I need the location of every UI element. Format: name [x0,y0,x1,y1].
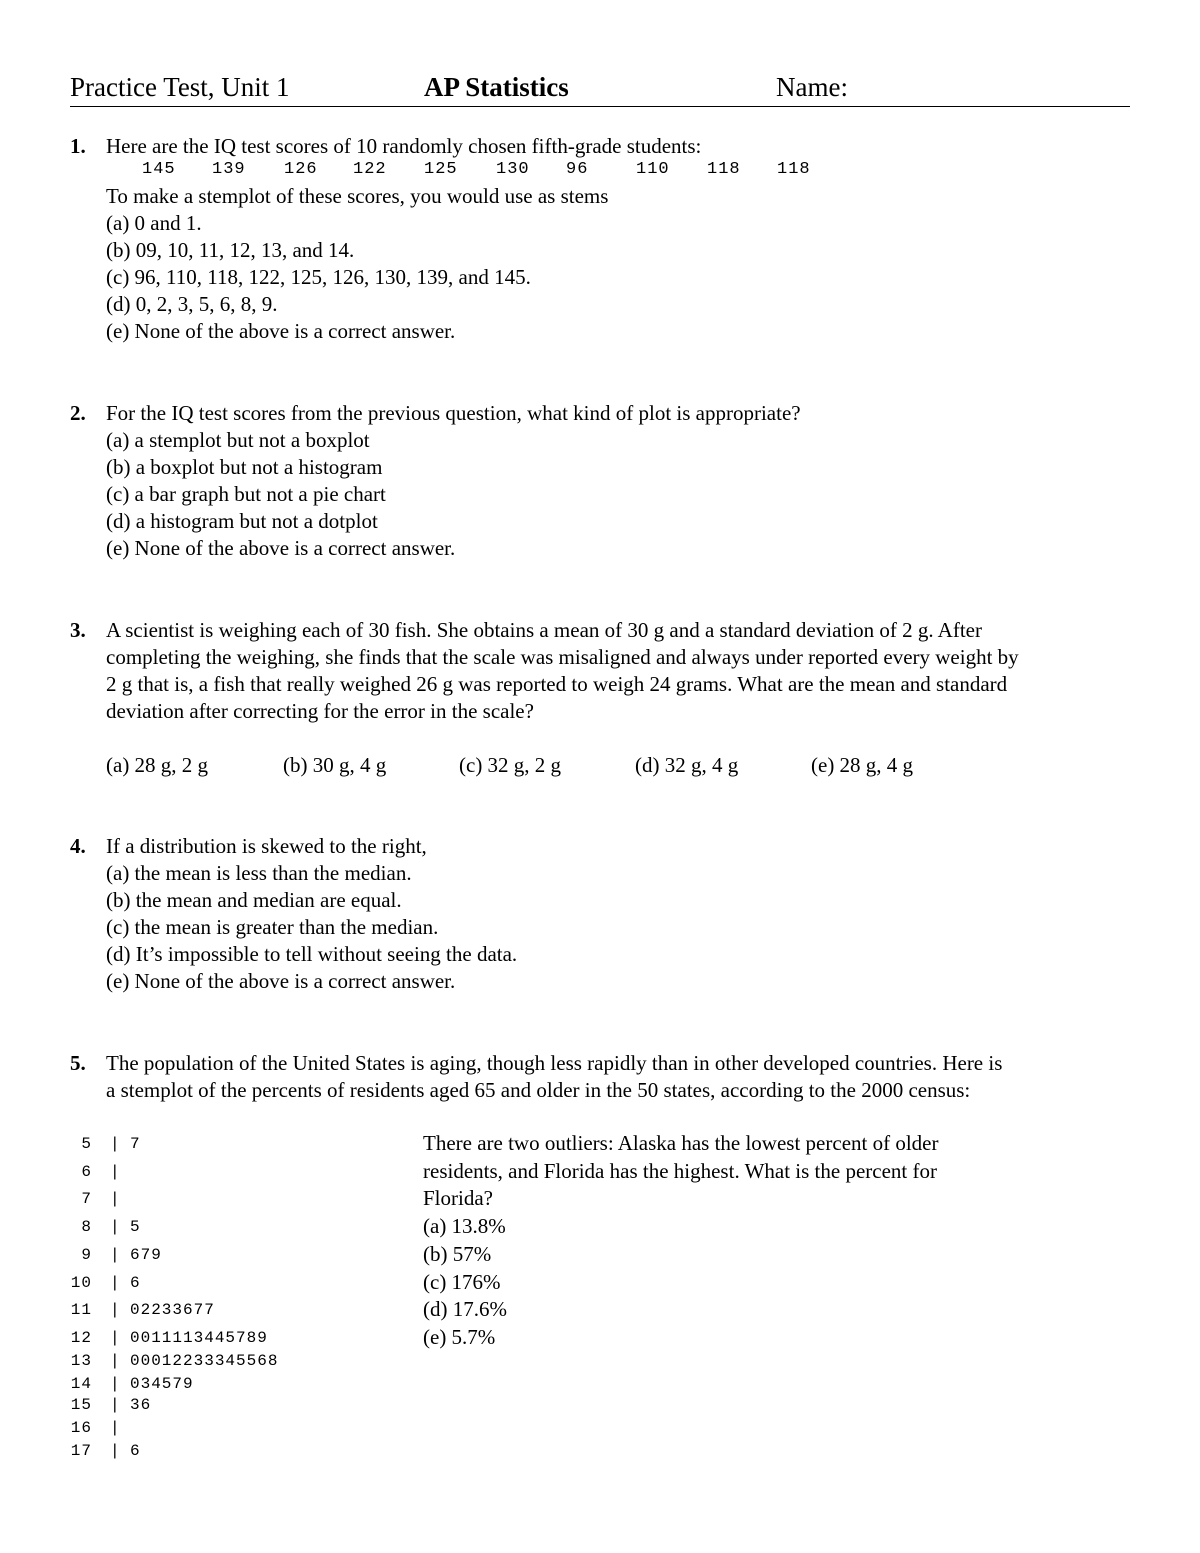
leaf-values: 02233677 [130,1301,215,1319]
choice-c: (c) 96, 110, 118, 122, 125, 126, 130, 139, and 145. [106,265,531,289]
stemplot-row [60,1246,360,1268]
question-side-text: There are two outliers: Alaska has the lowest percent of older [423,1131,939,1155]
choice-b: (b) 57% [423,1242,492,1266]
choice-b: (b) the mean and median are equal. [106,888,402,912]
choice-b: (b) a boxplot but not a histogram [106,455,383,479]
stemplot-row [60,1301,360,1323]
stem-divider: | [110,1301,121,1319]
choice-a: (a) the mean is less than the median. [106,861,412,885]
leaf-values: 0011113445789 [130,1329,268,1347]
question-stem: Here are the IQ test scores of 10 randomly chosen fifth-grade students: [106,134,702,158]
leaf-values: 679 [130,1246,162,1264]
question-number: 3. [70,618,86,642]
stem-value: 11 [70,1301,92,1319]
choice-b: (b) 09, 10, 11, 12, 13, and 14. [106,238,355,262]
choice-a: (a) 0 and 1. [106,211,202,235]
question-number: 2. [70,401,86,425]
question-stem-line: a stemplot of the percents of residents aged 65 and older in the 50 states, according to the 2000 census: [106,1078,971,1102]
test-title: Practice Test, Unit 1 [70,72,290,102]
stem-divider: | [110,1190,121,1208]
leaf-values: 00012233345568 [130,1352,279,1370]
stemplot-row [60,1396,360,1418]
stem-value: 9 [81,1246,92,1264]
choice-e: (e) 5.7% [423,1325,496,1349]
leaf-values: 034579 [130,1375,194,1393]
choice-c: (c) 32 g, 2 g [459,753,562,777]
stem-value: 6 [81,1163,92,1181]
question-stem-line: 2 g that is, a fish that really weighed 26 g was reported to weigh 24 grams. What are the mean and standard [106,672,1008,696]
stem-divider: | [110,1135,121,1153]
choice-e: (e) None of the above is a correct answer. [106,319,456,343]
stem-value: 14 [70,1375,92,1393]
choice-c: (c) the mean is greater than the median. [106,915,439,939]
score-value: 126 [284,160,318,179]
stem-divider: | [110,1218,121,1236]
stem-divider: | [110,1419,121,1437]
choice-e: (e) None of the above is a correct answer. [106,969,456,993]
stem-divider: | [110,1396,121,1414]
stem-value: 8 [81,1218,92,1236]
stem-value: 5 [81,1135,92,1153]
stemplot-row [60,1352,360,1374]
question-number: 1. [70,134,86,158]
stemplot-row [60,1419,360,1441]
score-value: 139 [212,160,246,179]
leaf-values: 6 [130,1274,141,1292]
course-title: AP Statistics [424,72,569,102]
stemplot-row [60,1218,360,1240]
score-value: 118 [777,160,811,179]
choice-a: (a) 13.8% [423,1214,506,1238]
question-number: 5. [70,1051,86,1075]
question-stem-line: completing the weighing, she finds that the scale was misaligned and always under reported every weight by [106,645,1019,669]
stem-divider: | [110,1246,121,1264]
question-side-text: residents, and Florida has the highest. What is the percent for [423,1159,937,1183]
choice-a: (a) 28 g, 2 g [106,753,209,777]
question-side-text: Florida? [423,1186,493,1210]
choice-e: (e) 28 g, 4 g [811,753,914,777]
stem-value: 12 [70,1329,92,1347]
stemplot-row [60,1442,360,1464]
choice-d: (d) 0, 2, 3, 5, 6, 8, 9. [106,292,278,316]
stemplot-row [60,1329,360,1351]
stem-divider: | [110,1442,121,1460]
stemplot-row [60,1375,360,1397]
stemplot-row [60,1163,360,1185]
stem-divider: | [110,1274,121,1292]
score-value: 145 [142,160,176,179]
question-stem: If a distribution is skewed to the right, [106,834,427,858]
question-stem-line: deviation after correcting for the error in the scale? [106,699,534,723]
score-value: 110 [636,160,670,179]
choice-a: (a) a stemplot but not a boxplot [106,428,370,452]
name-label: Name: [776,72,848,102]
choice-d: (d) 32 g, 4 g [635,753,739,777]
choice-b: (b) 30 g, 4 g [283,753,387,777]
score-value: 96 [566,160,589,179]
stemplot-row [60,1190,360,1212]
leaf-values: 7 [130,1135,141,1153]
question-stem-line: The population of the United States is aging, though less rapidly than in other developed countries. Here is [106,1051,1003,1075]
score-value: 118 [707,160,741,179]
question-prompt: To make a stemplot of these scores, you would use as stems [106,184,609,208]
stem-value: 10 [70,1274,92,1292]
stem-value: 15 [70,1396,92,1414]
stem-value: 16 [70,1419,92,1437]
leaf-values: 5 [130,1218,141,1236]
stem-value: 17 [70,1442,92,1460]
choice-d: (d) It’s impossible to tell without seeing the data. [106,942,518,966]
score-value: 122 [353,160,387,179]
leaf-values: 36 [130,1396,152,1414]
question-stem: For the IQ test scores from the previous question, what kind of plot is appropriate? [106,401,801,425]
stemplot-row [60,1135,360,1157]
stem-divider: | [110,1329,121,1347]
stem-divider: | [110,1163,121,1181]
score-value: 125 [424,160,458,179]
stem-divider: | [110,1352,121,1370]
question-number: 4. [70,834,86,858]
stemplot-row [60,1274,360,1296]
score-value: 130 [496,160,530,179]
leaf-values: 6 [130,1442,141,1460]
choice-d: (d) a histogram but not a dotplot [106,509,378,533]
page-header [70,70,1130,107]
choice-d: (d) 17.6% [423,1297,507,1321]
stem-value: 7 [81,1190,92,1208]
choice-c: (c) 176% [423,1270,501,1294]
choice-c: (c) a bar graph but not a pie chart [106,482,386,506]
stem-divider: | [110,1375,121,1393]
choice-e: (e) None of the above is a correct answer. [106,536,456,560]
stem-value: 13 [70,1352,92,1370]
question-stem-line: A scientist is weighing each of 30 fish. She obtains a mean of 30 g and a standard deviation of 2 g. After [106,618,982,642]
